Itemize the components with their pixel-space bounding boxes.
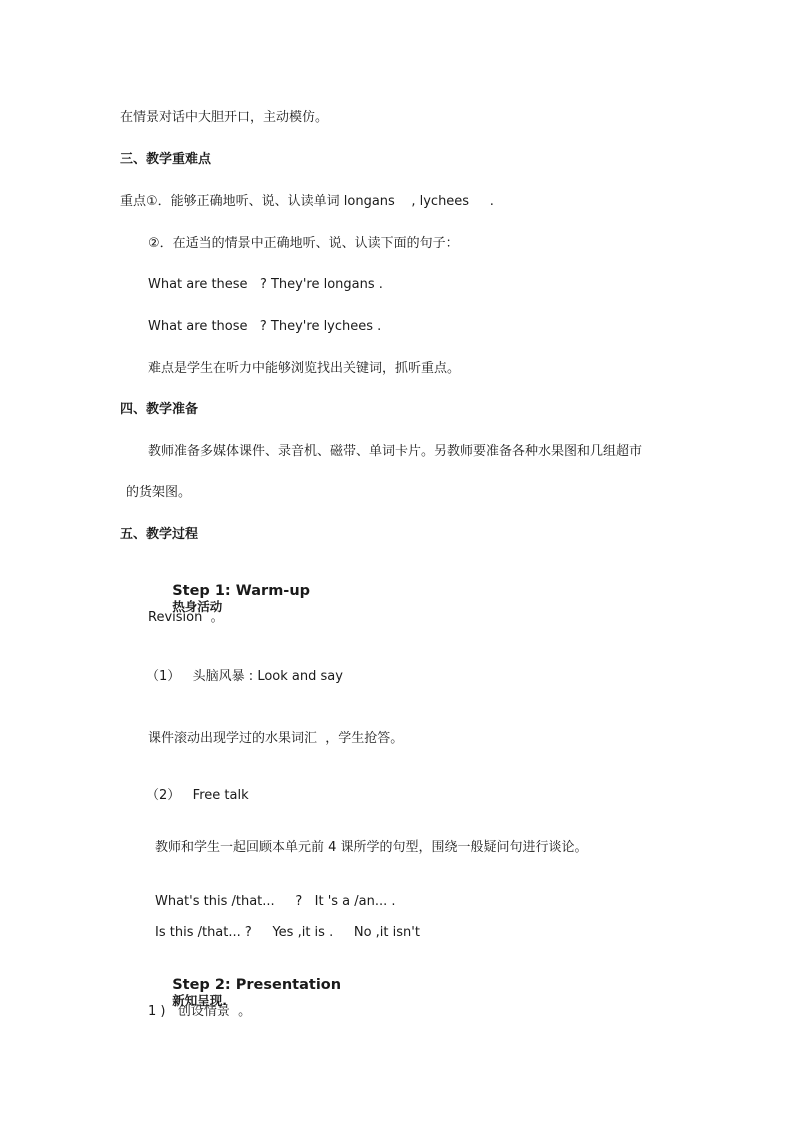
- step-2-title: Step 2: Presentation: [172, 977, 342, 993]
- preparation-line-2: 的货架图。: [126, 485, 192, 500]
- preparation-line-1: 教师准备多媒体课件、录音机、磁带、单词卡片。另教师要准备各种水果图和几组超市: [148, 444, 643, 459]
- step-2-chinese: 新知呈现.: [172, 993, 227, 1008]
- activity-2-line: （2） Free talk: [146, 788, 249, 803]
- activity-1-description: 课件滚动出现学过的水果词汇 ，学生抢答。: [148, 731, 404, 746]
- key-point-2: ②．在适当的情景中正确地听、说、认读下面的句子：: [148, 236, 459, 251]
- step-1-title: Step 1: Warm-up: [172, 583, 311, 599]
- activity-2-description: 教师和学生一起回顾本单元前 4 课所学的句型，围绕一般疑问句进行谈论。: [155, 840, 588, 855]
- revision-line: Revision 。: [148, 610, 224, 625]
- pattern-line-2: Is this /that... ? Yes ,it is . No ,it isn't: [155, 925, 420, 940]
- sentence-those: What are those ? They're lychees .: [148, 319, 382, 334]
- section-heading-preparation: 四、教学准备: [120, 402, 199, 417]
- objective-line: 在情景对话中大胆开口，主动模仿。: [120, 110, 329, 125]
- scene-setup-line: 1 ) 创设情景 。: [148, 1004, 252, 1019]
- step-1-chinese: 热身活动: [172, 599, 223, 614]
- difficulty-line: 难点是学生在听力中能够浏览找出关键词，抓听重点。: [148, 361, 461, 376]
- sentence-these: What are these ? They're longans .: [148, 277, 383, 292]
- pattern-line-1: What's this /that... ? It 's a /an... .: [155, 894, 396, 909]
- key-point-1: 重点①．能够正确地听、说、认读单词 longans , lychees .: [120, 194, 494, 209]
- section-heading-key-points: 三、教学重难点: [120, 152, 212, 167]
- activity-1-line: （1） 头脑风暴 : Look and say: [146, 669, 343, 684]
- section-heading-process: 五、教学过程: [120, 527, 199, 542]
